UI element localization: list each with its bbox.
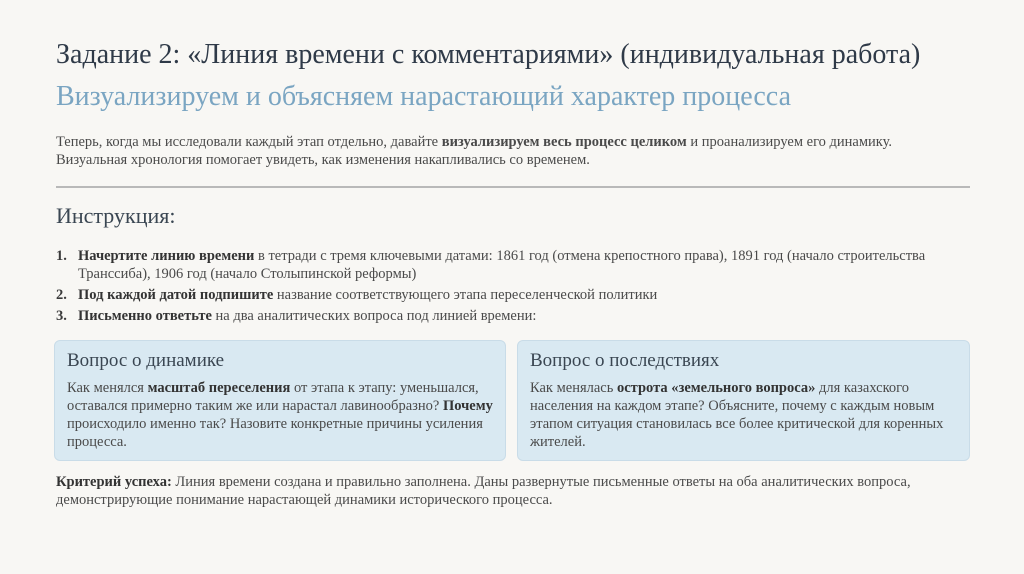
page-subtitle: Визуализируем и объясняем нарастающий характер процесса (56, 81, 791, 112)
intro-paragraph (56, 133, 956, 169)
step-text: название соответствующего этапа переселенческой политики (273, 287, 658, 303)
card-text: для казахского населения на каждом этапе? Объясните, почему с каждым новым этапом ситуация становилась все более критической для коренных жителей. (530, 380, 944, 450)
instruction-step (56, 247, 956, 283)
page-title: Задание 2: «Линия времени с комментариями» (индивидуальная работа) (56, 39, 921, 70)
intro-text-2: и проанализируем его динамику. Визуальная хронология помогает увидеть, как изменения накапливались со временем. (56, 134, 893, 168)
dynamics-card-title: Вопрос о динамике (67, 350, 225, 371)
instructions-heading: Инструкция: (56, 203, 176, 228)
consequences-card-body (530, 379, 957, 451)
consequences-question-card (517, 340, 970, 461)
step-bold: Начертите линию времени (78, 248, 255, 264)
instruction-step (56, 286, 956, 304)
dynamics-question-card (54, 340, 506, 461)
card-text: Как менялся (67, 380, 148, 396)
step-number: 1. (56, 248, 67, 264)
success-criteria (56, 473, 956, 509)
instructions-list (56, 247, 956, 328)
card-bold: масштаб переселения (147, 380, 291, 396)
step-number: 2. (56, 287, 67, 303)
card-text: Как менялась (530, 380, 617, 396)
divider (56, 186, 970, 188)
intro-bold: визуализируем весь процесс целиком (441, 134, 687, 150)
card-text: происходило именно так? Назовите конкретные причины усиления процесса. (67, 416, 483, 450)
intro-text-1: Теперь, когда мы исследовали каждый этап отдельно, давайте (56, 134, 442, 150)
dynamics-card-body (67, 379, 493, 451)
step-text: на два аналитических вопроса под линией времени: (211, 308, 537, 324)
step-bold: Письменно ответьте (78, 308, 212, 324)
criteria-label: Критерий успеха: (56, 474, 172, 490)
step-number: 3. (56, 308, 67, 324)
step-text: в тетради с тремя ключевыми датами: 1861 год (отмена крепостного права), 1891 год (начало строительства Транссиба), 1906 год (начало Столыпинской реформы) (78, 248, 926, 282)
instruction-step (56, 307, 956, 325)
card-bold: Почему (442, 398, 493, 414)
card-text: от этапа к этапу: уменьшался, оставался примерно таким же или нарастал лавинообразно? (67, 380, 479, 414)
consequences-card-title: Вопрос о последствиях (530, 350, 720, 371)
card-bold: острота «земельного вопроса» (616, 380, 816, 396)
criteria-text: Линия времени создана и правильно заполнена. Даны развернутые письменные ответы на оба аналитических вопроса, демонстрирующие понимание нарастающей динамики исторического процесса. (56, 474, 911, 508)
step-bold: Под каждой датой подпишите (78, 287, 274, 303)
